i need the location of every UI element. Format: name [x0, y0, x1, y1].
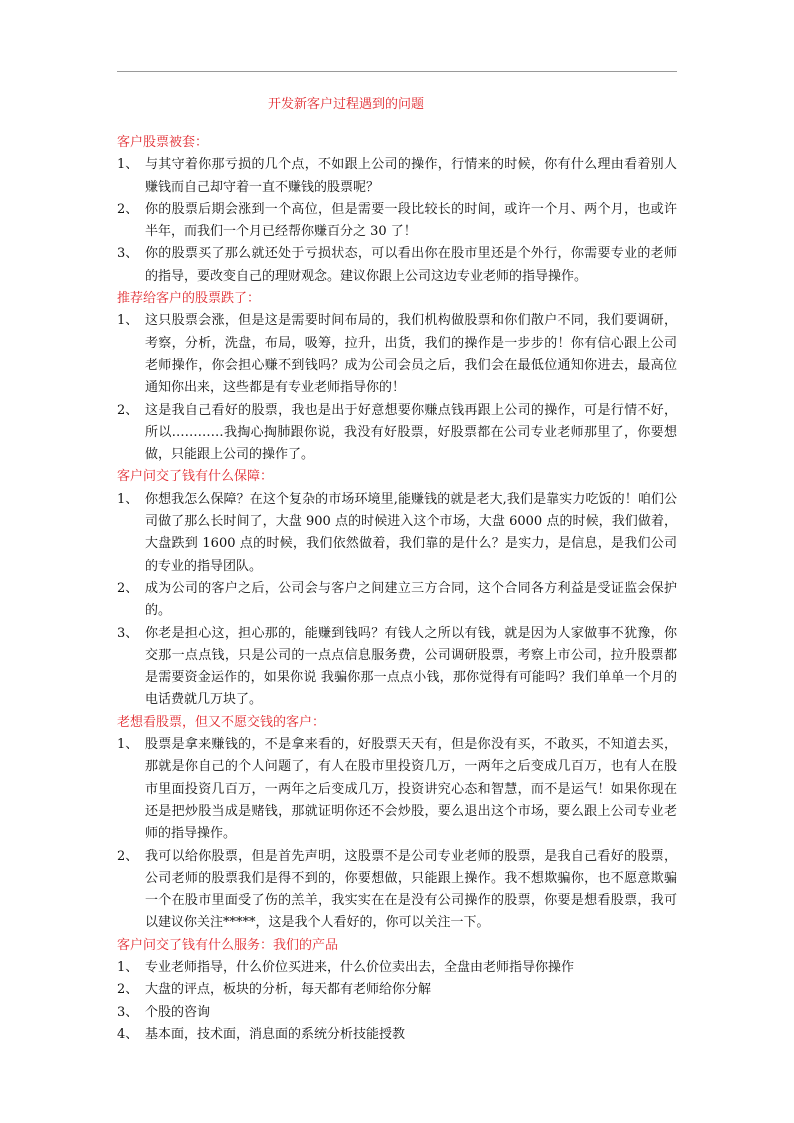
item-text: 你的股票后期会涨到一个高位，但是需要一段比较长的时间，或许一个月、两个月，也或许半年，而我们一个月已经帮你赚百分之 30 了！ — [145, 201, 677, 240]
item-number: 1、 — [117, 491, 139, 507]
list-item — [117, 199, 677, 244]
section-heading: 老想看股票，但又不愿交钱的客户： — [117, 714, 326, 730]
section-payment-guarantee — [117, 466, 677, 711]
list-item — [117, 846, 677, 935]
document-body — [117, 132, 677, 1046]
item-text: 基本面，技术面，消息面的系统分析技能授教 — [145, 1026, 406, 1042]
section-heading: 推荐给客户的股票跌了： — [117, 291, 261, 307]
section-unwilling-to-pay — [117, 712, 677, 935]
section-heading: 客户问交了钱有什么保障： — [117, 469, 274, 485]
item-number: 1、 — [117, 737, 139, 753]
item-number: 2、 — [117, 580, 139, 596]
list-item — [117, 979, 677, 1001]
item-text: 大盘的评点，板块的分析，每天都有老师给你分解 — [145, 982, 432, 998]
item-number: 4、 — [117, 1026, 139, 1042]
section-stock-trapped — [117, 132, 677, 288]
item-number: 3、 — [117, 246, 139, 262]
section-recommended-stock-fell — [117, 288, 677, 466]
item-text: 与其守着你那亏损的几个点，不如跟上公司的操作，行情来的时候，你有什么理由看着别人赚钱而自己却守着一直不赚钱的股票呢？ — [145, 157, 677, 195]
document-title: 开发新客户过程遇到的问题 — [268, 97, 425, 112]
item-text: 我可以给你股票，但是首先声明，这股票不是公司专业老师的股票，是我自己看好的股票，公司老师的股票我们是得不到的，你要想做，只能跟上操作。我不想欺骗你，也不愿意欺骗一个在股市里面受了伤的羔羊，我实实在在是没有公司操作的股票，你要是想看股票，我可以建议你关注*****，这是我个人看好的，你可以关注一下。 — [145, 848, 677, 931]
item-number: 2、 — [117, 201, 139, 217]
item-text: 股票是拿来赚钱的，不是拿来看的，好股票天天有，但是你没有买，不敢买，不知道去买，那就是你自己的个人问题了，有人在股市里投资几万，一两年之后变成几百万，也有人在股市里面投资几百万，一两年之后变成几万，投资讲究心态和智慧，而不是运气！如果你现在还是把炒股当成是赌钱，那就证明你还不会炒股，要么退出这个市场，要么跟上公司专业老师的指导操作。 — [145, 737, 677, 842]
list-item — [117, 489, 677, 578]
section-services-products — [117, 935, 677, 1046]
list-item — [117, 734, 677, 845]
item-text: 你想我怎么保障？在这个复杂的市场环境里,能赚钱的就是老大,我们是靠实力吃饭的！咱们公司做了那么长时间了，大盘 900 点的时候进入这个市场，大盘 6000 点的时候，我们做着，大盘跌到 1600 点的时候，我们依然做着，我们靠的是什么？是实力，是信息，是我们公司的专业的指导团队。 — [145, 491, 677, 574]
item-number: 2、 — [117, 848, 139, 864]
list-item — [117, 400, 677, 467]
list-item — [117, 243, 677, 288]
item-number: 2、 — [117, 982, 139, 998]
item-number: 3、 — [117, 625, 139, 641]
section-heading: 客户股票被套： — [117, 135, 209, 150]
item-number: 1、 — [117, 157, 139, 173]
list-item — [117, 623, 677, 712]
section-heading: 客户问交了钱有什么服务：我们的产品 — [117, 937, 339, 953]
item-text: 这是我自己看好的股票，我也是出于好意想要你赚点钱再跟上公司的操作，可是行情不好，所以…………我掏心掏肺跟你说，我没有好股票，好股票都在公司专业老师那里了，你要想做，只能跟上公司的操作了。 — [145, 402, 677, 463]
list-item — [117, 578, 677, 623]
list-item — [117, 1002, 677, 1024]
list-item — [117, 154, 677, 199]
item-number: 3、 — [117, 1004, 139, 1020]
item-number: 1、 — [117, 313, 139, 329]
list-item — [117, 1024, 677, 1046]
item-text: 个股的咨询 — [145, 1004, 211, 1020]
item-text: 你老是担心这，担心那的，能赚到钱吗？有钱人之所以有钱，就是因为人家做事不犹豫，你交那一点点钱，只是公司的一点点信息服务费，公司调研股票，考察上市公司，拉升股票都是需要资金运作的，如果你说 我骗你那一点点小钱，那你觉得有可能吗？我们单单一个月的电话费就几万块了。 — [145, 625, 677, 708]
item-text: 这只股票会涨，但是这是需要时间布局的，我们机构做股票和你们散户不同，我们要调研，考察，分析，洗盘，布局，吸筹，拉升，出货，我们的操作是一步步的！你有信心跟上公司老师操作，你会担心赚不到钱吗？成为公司会员之后，我们会在最低位通知你进去，最高位通知你出来，这些都是有专业老师指导你的！ — [145, 313, 677, 396]
header-rule — [117, 71, 677, 72]
list-item — [117, 957, 677, 979]
item-text: 你的股票买了那么就还处于亏损状态，可以看出你在股市里还是个外行，你需要专业的老师的指导，要改变自己的理财观念。建议你跟上公司这边专业老师的指导操作。 — [145, 246, 677, 284]
item-number: 1、 — [117, 959, 139, 975]
item-text: 专业老师指导，什么价位买进来，什么价位卖出去，全盘由老师指导你操作 — [145, 959, 575, 975]
item-number: 2、 — [117, 402, 139, 418]
item-text: 成为公司的客户之后，公司会与客户之间建立三方合同，这个合同各方利益是受证监会保护的。 — [145, 580, 677, 619]
list-item — [117, 310, 677, 399]
